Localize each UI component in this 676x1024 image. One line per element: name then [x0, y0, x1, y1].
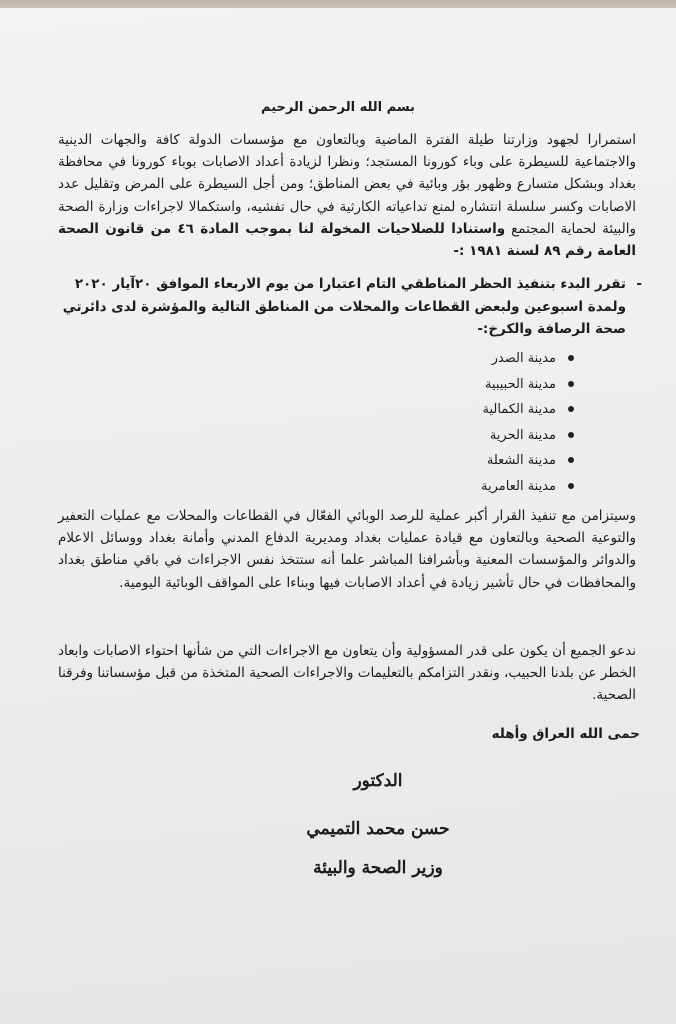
list-item: [354, 397, 574, 423]
closing-line: حمى الله العراق وأهله: [491, 726, 640, 742]
area-name: مدينة الحبيبية: [484, 376, 556, 392]
bullet-icon: [568, 381, 574, 387]
signature-name: حسن محمد التميمي: [306, 819, 450, 839]
decision-text: تقرر البدء بتنفيذ الحظر المناطقي التام اعتبارا من يوم الاربعاء الموافق ٢٠آيار ٢٠٢٠ ولمدة اسبوعين ولبعض القطاعات والمحلات من المناطق التالية والمؤشرة لدى دائرتي صحة الرصافة والكرخ:-: [62, 276, 626, 337]
appeal-paragraph: ندعو الجميع أن يكون على قدر المسؤولية وأن يتعاون مع الاجراءات التي من شأنها احتواء الاصابات وابعاد الخطر عن بلدنا الحبيب، ونقدر التزامكم بالتعليمات والاجراءات الصحية المتخذة من قبل مؤسساتنا وفرقنا الصحية.: [58, 643, 636, 704]
bullet-icon: [568, 355, 574, 361]
basmala-heading: بسم الله الرحمن الرحيم: [261, 100, 415, 115]
bullet-icon: [568, 406, 574, 412]
bullet-icon: [568, 457, 574, 463]
list-item: [354, 346, 574, 372]
area-name: مدينة الكمالية: [482, 402, 556, 417]
signature-position: وزير الصحة والبيئة: [313, 858, 443, 878]
list-item: [354, 372, 574, 398]
bullet-icon: [568, 432, 574, 438]
list-item: [354, 474, 574, 500]
document-page: [0, 8, 676, 1024]
area-name: مدينة الصدر: [491, 351, 556, 366]
intro-legal-basis: واستنادا للصلاحيات المخولة لنا بموجب المادة ٤٦ من قانون الصحة العامة رقم ٨٩ لسنة ١٩٨١ :-: [58, 220, 636, 260]
signature-title: الدكتور: [353, 771, 403, 791]
areas-list: [354, 346, 574, 499]
area-name: مدينة الشعلة: [486, 453, 556, 468]
list-item: [354, 448, 574, 474]
area-name: مدينة الحرية: [489, 427, 556, 443]
list-item: [354, 423, 574, 449]
decision-item: [58, 273, 640, 341]
decision-dash: -: [636, 276, 642, 292]
intro-text: استمرارا لجهود وزارتنا طيلة الفترة الماضية وبالتعاون مع مؤسسات الدولة كافة والجهات الدينية والاجتماعية للسيطرة على وباء كورونا المستجد؛ ونظرا لزيادة أعداد الاصابات بوباء كورونا في محافظة بغداد وبشكل متسارع وظهور بؤر وبائية في بعض المناطق؛ ومن أجل السيطرة على المرض وتقليل عدد الاصابات وكسر سلسلة انتشاره لمنع تداعياته الكارثية في حال تفشيه، واستكمالا لاجراءات وزارة الصحة والبيئة لحماية المجتمع: [58, 132, 636, 237]
area-name: مدينة العامرية: [481, 478, 556, 494]
surveillance-paragraph: وسيتزامن مع تنفيذ القرار أكبر عملية للرصد الوبائي الفعّال في القطاعات والمحلات مع عمليات التعفير والتوعية الصحية وبالتعاون مع قيادة عمليات بغداد ومديرية الدفاع المدني وأمانة بغداد ووسائل الاعلام والدوائر والمؤسسات المعنية وبأشرافنا المباشر علما أنه ستتخذ نفس الاجراءات في باقي مناطق بغداد والمحافظات في حال تأشير زيادة في أعداد الاصابات فيها وبناءا على المواقف الوبائية اليومية.: [58, 508, 636, 591]
intro-paragraph: [58, 129, 636, 262]
bullet-icon: [568, 483, 574, 489]
